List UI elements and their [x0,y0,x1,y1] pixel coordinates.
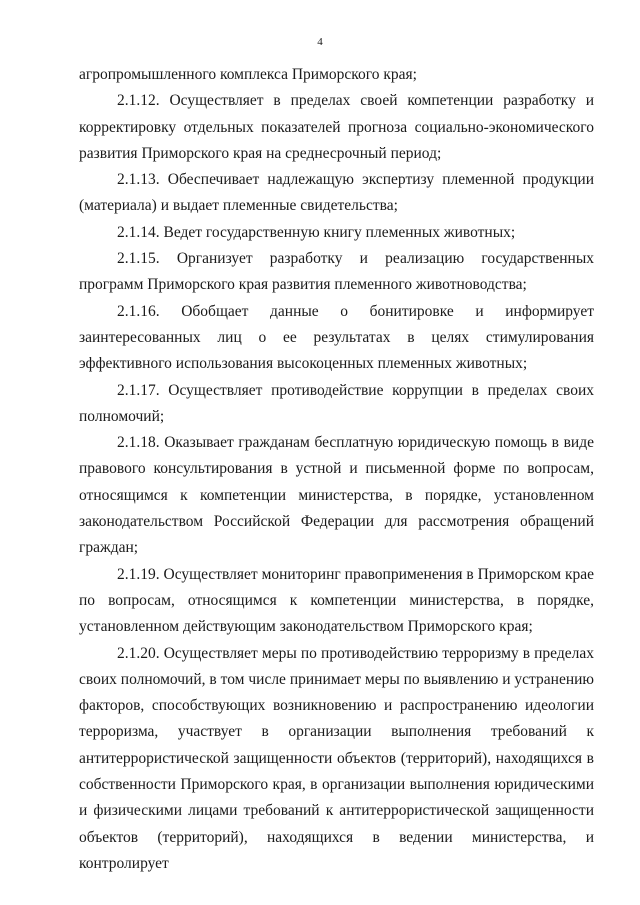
paragraph-2-1-18: 2.1.18. Оказывает гражданам бесплатную юридическую помощь в виде правового консультирования в устной и письменной форме по вопросам, относящимся к компетенции министерства, в порядке, установленном законодательством Российской Федерации для рассмотрения обращений граждан; [79,434,594,557]
paragraph-2-1-20: 2.1.20. Осуществляет меры по противодействию терроризму в пределах своих полномочий, в том числе принимает меры по выявлению и устранению факторов, способствующих возникновению и распространению идеологии терроризма, участвует в организации выполнения требований к антитеррористической защищенности объектов (территорий), находящихся в собственности Приморского края, в организации выполнения юридическими и физическими лицами требований к антитеррористической защищенности объектов (территорий), находящихся в ведении министерства, и контролирует [79,644,594,872]
page-number: 4 [317,36,323,48]
paragraph-2-1-13: 2.1.13. Обеспечивает надлежащую экспертизу племенной продукции (материала) и выдает племенные свидетельства; [79,171,594,215]
paragraph-2-1-17: 2.1.17. Осуществляет противодействие коррупции в пределах своих полномочий; [79,381,594,425]
paragraph-continuation: агропромышленного комплекса Приморского края; [79,66,417,83]
paragraph-2-1-12: 2.1.12. Осуществляет в пределах своей компетенции разработку и корректировку отдельных показателей прогноза социально-экономического развития Приморского края на среднесрочный период; [79,92,594,162]
paragraph-2-1-15: 2.1.15. Организует разработку и реализацию государственных программ Приморского края развития племенного животноводства; [79,250,594,294]
paragraph-2-1-19: 2.1.19. Осуществляет мониторинг правоприменения в Приморском крае по вопросам, относящимся к компетенции министерства, в порядке, установленном действующим законодательством Приморского края; [79,565,594,636]
paragraph-2-1-16: 2.1.16. Обобщает данные о бонитировке и информирует заинтересованных лиц о ее результатах в целях стимулирования эффективного использования высокоценных племенных животных; [79,302,594,373]
document-body [79,62,594,877]
paragraph-2-1-14: 2.1.14. Ведет государственную книгу племенных животных; [117,223,516,241]
